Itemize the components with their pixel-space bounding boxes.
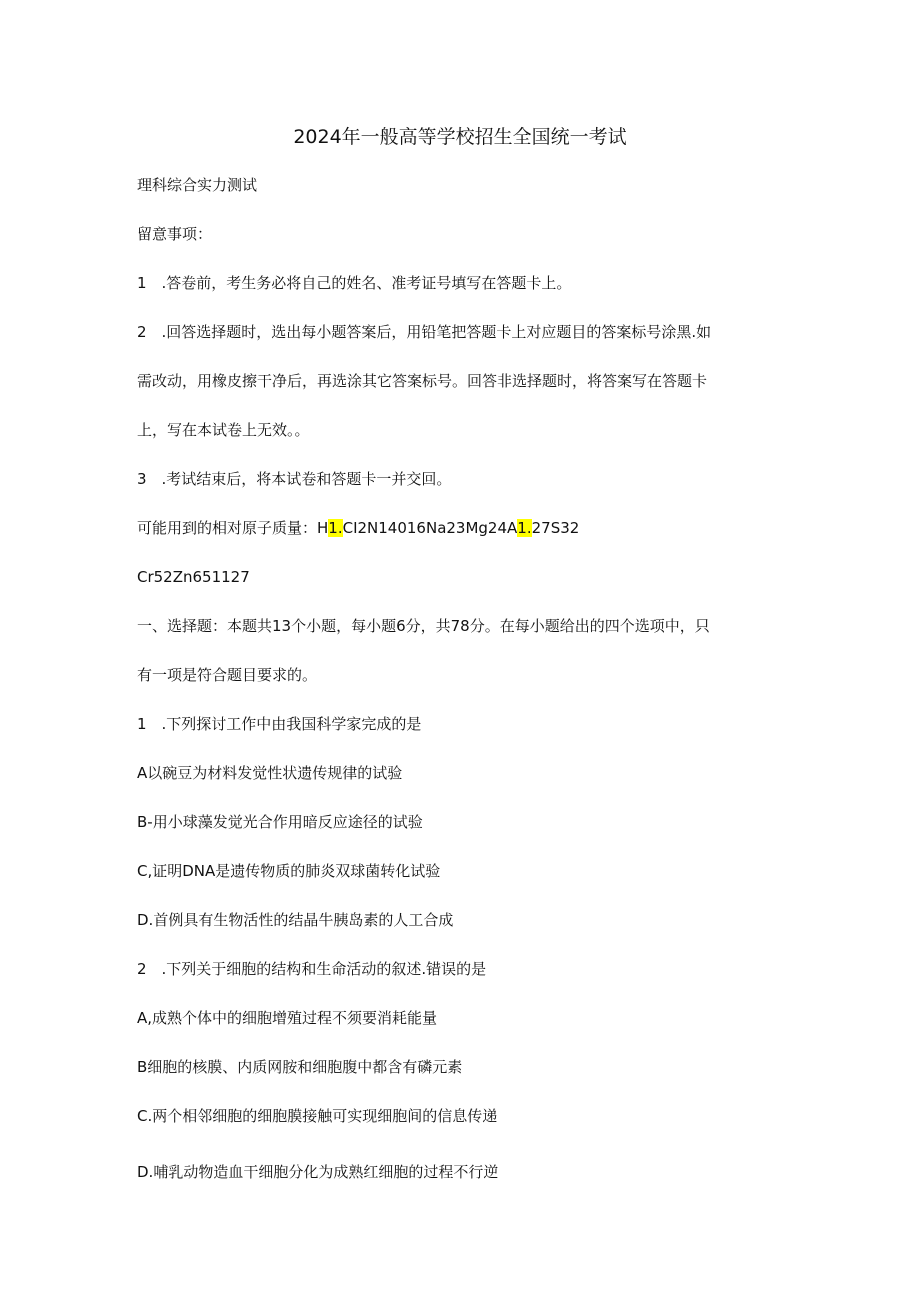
notice-item-2-cont: 需改动，用橡皮擦干净后，再选涂其它答案标号。回答非选择题时，将答案写在答题卡 [137, 372, 708, 390]
atomic-mass-prefix: 可能用到的相对原子质量：H [137, 519, 329, 537]
atomic-mass-middle: CI2N14016Na23Mg24A [342, 519, 518, 537]
highlight-mark: 1. [517, 519, 532, 537]
notice-item-2-end: 上，写在本试卷上无效。。 [137, 421, 310, 439]
atomic-mass-suffix: 27S32 [531, 519, 580, 537]
atomic-mass-line-2: Cr52Zn651127 [137, 568, 250, 586]
notice-heading: 留意事项： [137, 225, 213, 243]
atomic-mass-line [137, 517, 579, 539]
question-1-option-d: D.首例具有生物活性的结晶牛胰岛素的人工合成 [137, 911, 454, 929]
question-2-option-d: D.哺乳动物造血干细胞分化为成熟红细胞的过程不行逆 [137, 1163, 499, 1181]
question-1-option-b: B-用小球藻发觉光合作用暗反应途径的试验 [137, 813, 423, 831]
notice-item-1: 1 .答卷前，考生务必将自己的姓名、准考证号填写在答题卡上。 [137, 274, 572, 292]
question-2-stem: 2 .下列关于细胞的结构和生命活动的叙述.错误的是 [137, 960, 487, 978]
exam-title: 2024年一般高等学校招生全国统一考试 [293, 126, 627, 148]
notice-item-2: 2 .回答选择题时，选出每小题答案后，用铅笔把答题卡上对应题目的答案标号涂黑.如 [137, 323, 712, 341]
question-2-option-a: A,成熟个体中的细胞增殖过程不须要消耗能量 [137, 1009, 438, 1027]
question-2-option-c: C.两个相邻细胞的细胞膜接触可实现细胞间的信息传递 [137, 1107, 498, 1125]
question-1-option-a: A以碗豆为材料发觉性状遗传规律的试验 [137, 764, 403, 782]
question-2-option-b: B细胞的核膜、内质网胺和细胞腹中都含有磷元素 [137, 1058, 463, 1076]
section-heading-cont: 有一项是符合题目要求的。 [137, 666, 318, 684]
section-heading: 一、选择题：本题共13个小题，每小题6分，共78分。在每小题给出的四个选项中，只 [137, 617, 710, 635]
exam-subtitle: 理科综合实力测试 [137, 176, 258, 194]
highlight-mark: 1. [328, 519, 343, 537]
notice-item-3: 3 .考试结束后，将本试卷和答题卡一并交回。 [137, 470, 452, 488]
question-1-option-c: C,证明DNA是遗传物质的肺炎双球菌转化试验 [137, 862, 441, 880]
question-1-stem: 1 .下列探讨工作中由我国科学家完成的是 [137, 715, 422, 733]
